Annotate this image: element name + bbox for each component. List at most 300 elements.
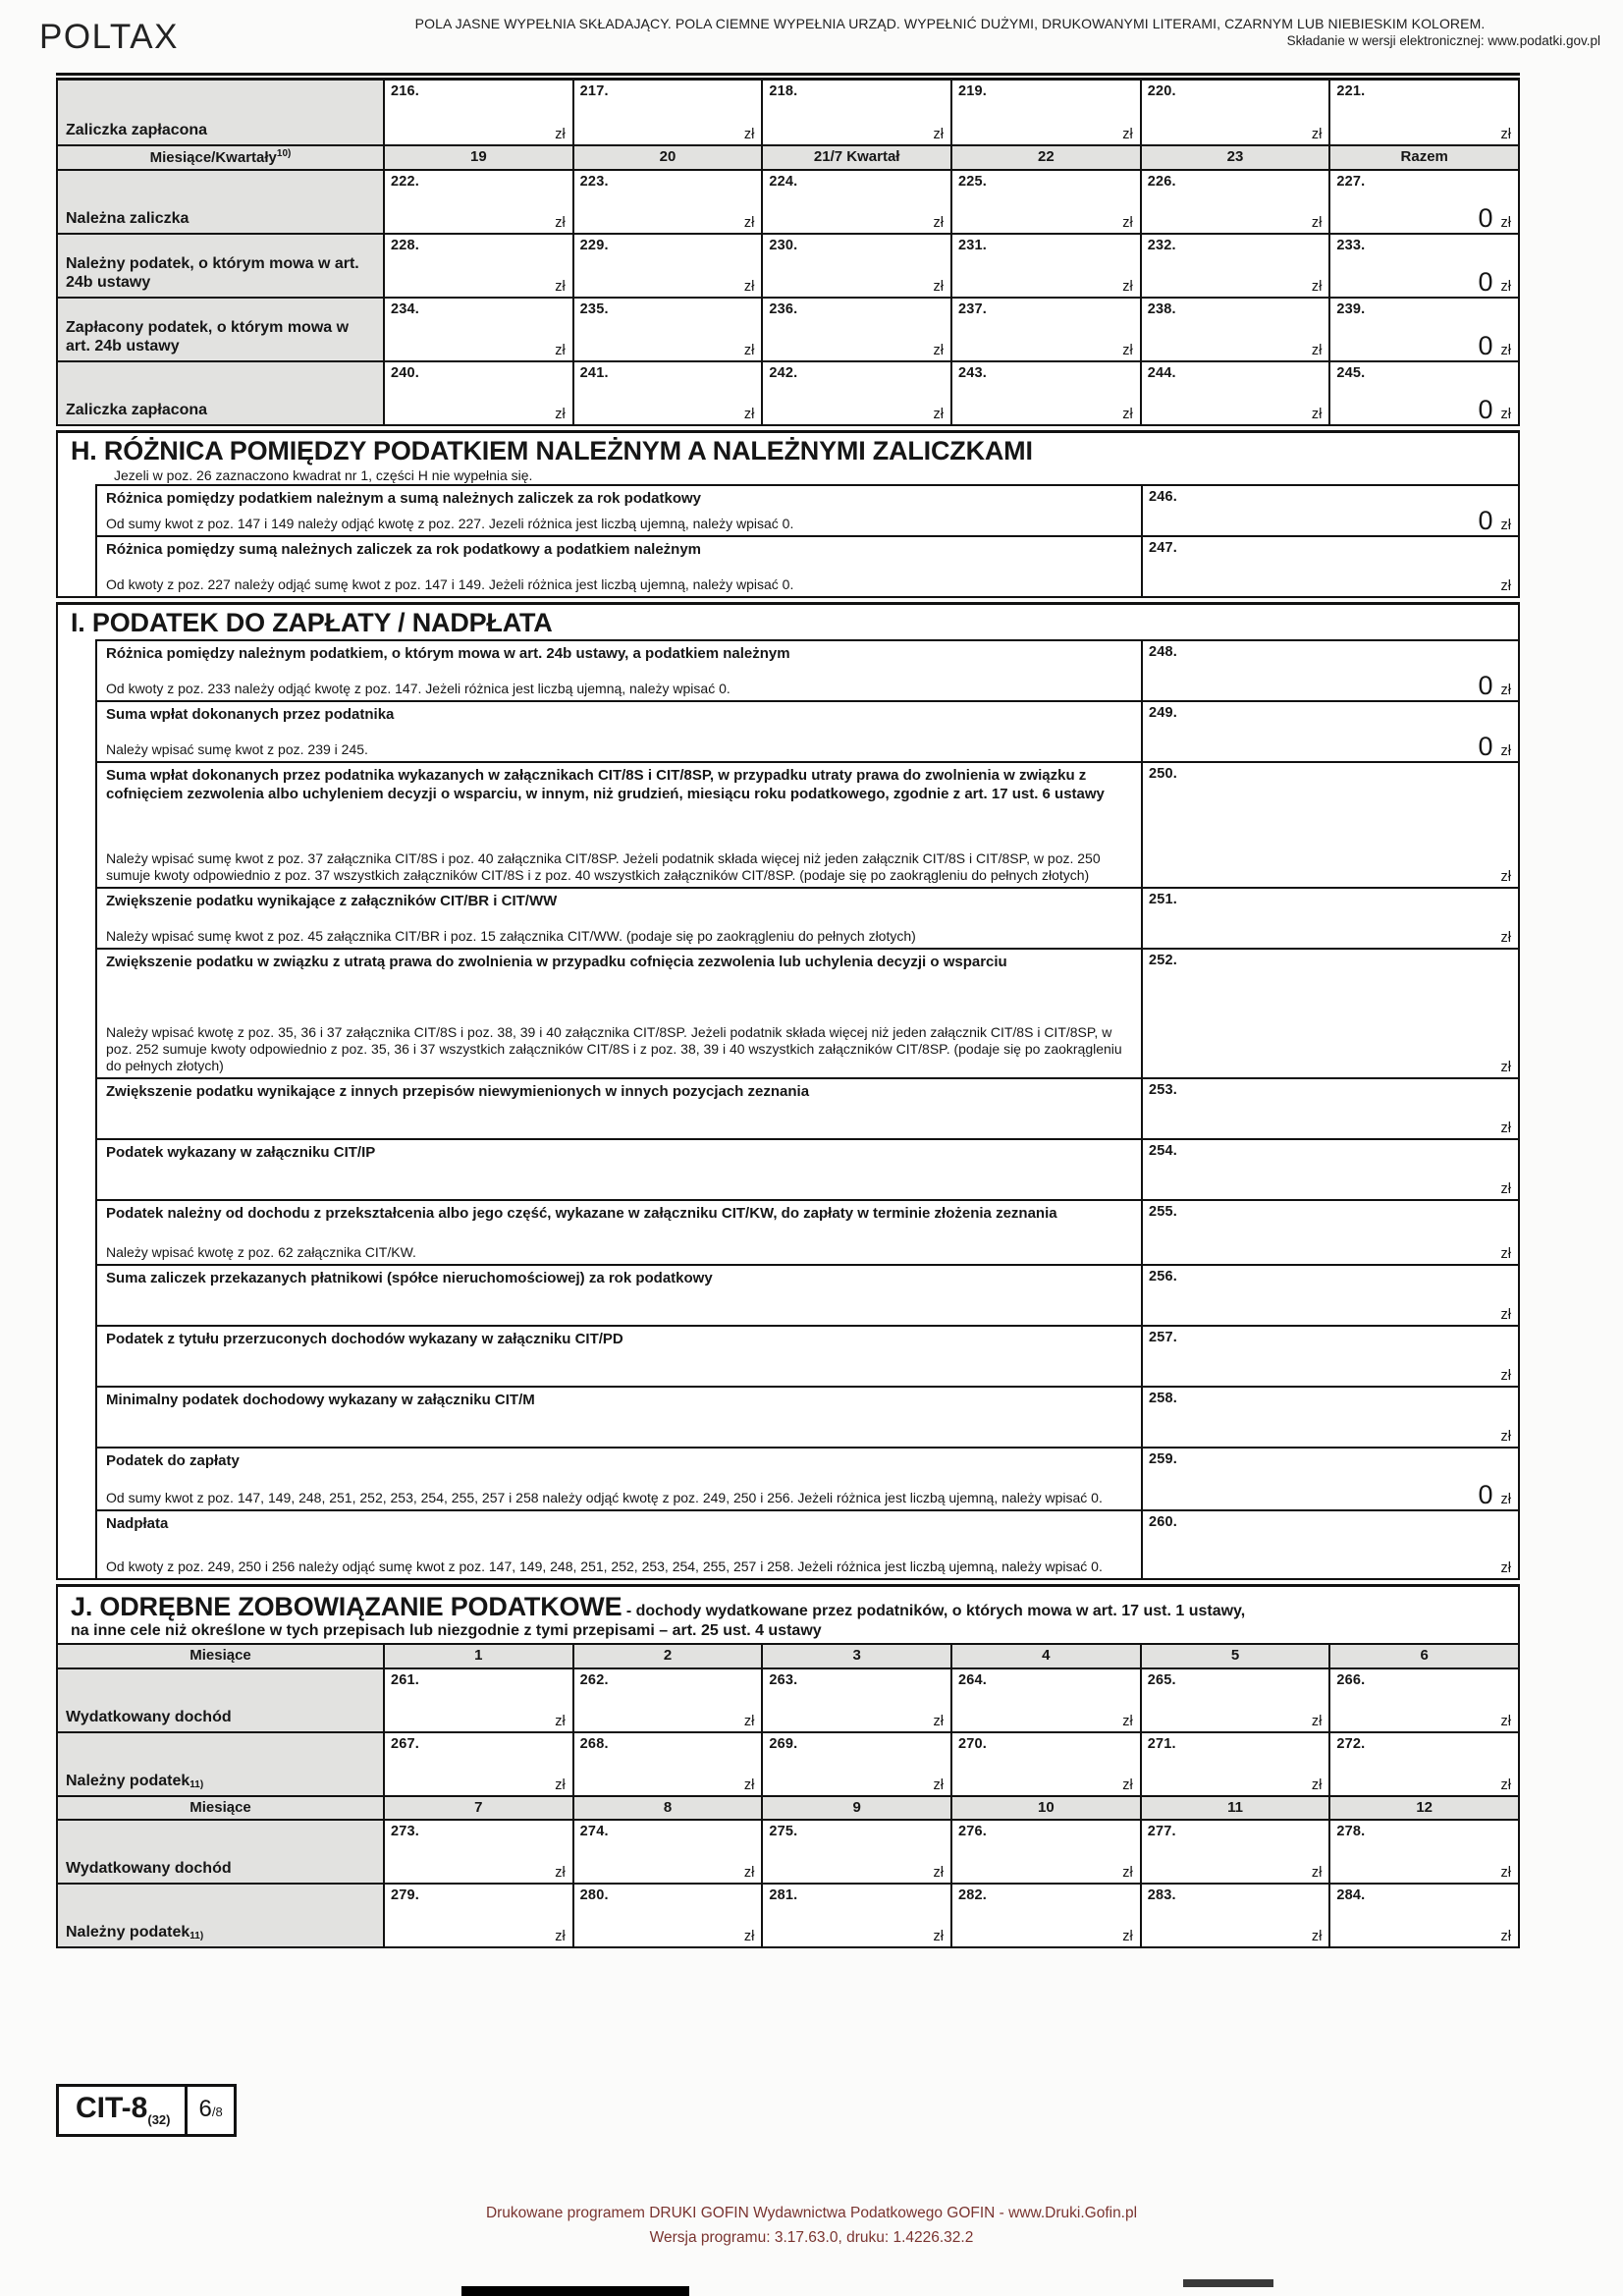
field-247-input[interactable] bbox=[1141, 537, 1518, 596]
amount-value: 0 bbox=[1478, 267, 1493, 298]
currency-label: zł bbox=[933, 1713, 945, 1729]
section-h-title: H. RÓŻNICA POMIĘDZY PODATKIEM NALEŻNYM A NALEŻNYMI ZALICZKAMI bbox=[71, 436, 1033, 465]
currency-label: zł bbox=[1500, 1306, 1511, 1323]
amount-value: 0 bbox=[1478, 506, 1493, 536]
month-col-8: 8 bbox=[574, 1797, 764, 1819]
field-number: 262. bbox=[579, 1672, 609, 1688]
fill-instructions: POLA JASNE WYPEŁNIA SKŁADAJĄCY. POLA CIEMNE WYPEŁNIA URZĄD. WYPEŁNIĆ DUŻYMI, DRUKOWANYMI LITERAMI, CZARNYM LUB NIEBIESKIM KOLOREM. bbox=[414, 16, 1486, 31]
field-number: 279. bbox=[391, 1887, 420, 1903]
amount-value: 0 bbox=[1478, 1480, 1493, 1510]
form-row-257 bbox=[97, 1327, 1518, 1388]
table-row-nalezny-podatek-24b bbox=[58, 233, 1518, 297]
field-227-input[interactable] bbox=[1330, 171, 1518, 233]
field-228-input[interactable] bbox=[385, 235, 574, 297]
month-col-12: 12 bbox=[1416, 1799, 1434, 1816]
field-number: 250. bbox=[1149, 766, 1178, 782]
field-222-input[interactable] bbox=[385, 171, 574, 233]
scan-artifact bbox=[461, 2286, 689, 2296]
currency-label: zł bbox=[743, 1713, 755, 1729]
row-label: Zapłacony podatek, o którym mowa w art. 24b ustawy bbox=[58, 299, 385, 360]
currency-label: zł bbox=[1500, 406, 1512, 422]
field-value bbox=[1304, 1930, 1322, 1944]
currency-label: zł bbox=[555, 406, 566, 422]
row-title: Podatek należny od dochodu z przekształcenia albo jego część, wykazane w załączniku CIT/KW, do zapłaty w terminie złożenia zeznania bbox=[106, 1205, 1057, 1222]
advances-table bbox=[56, 78, 1520, 426]
field-230-input[interactable] bbox=[763, 235, 952, 297]
currency-label: zł bbox=[1122, 214, 1133, 231]
field-number: 271. bbox=[1147, 1736, 1176, 1752]
row-desc: Od kwoty z poz. 227 należy odjąć sumę kwot z poz. 147 i 149. Jeżeli różnica jest liczbą ujemną, należy wpisać 0. bbox=[106, 575, 794, 592]
row-label: Należna zaliczka bbox=[58, 171, 385, 233]
field-value bbox=[926, 344, 944, 358]
field-value bbox=[1493, 1561, 1511, 1576]
row-title: Zwiększenie podatku wynikające z innych przepisów niewymienionych w innych pozycjach zeznania bbox=[106, 1083, 810, 1100]
field-value bbox=[1493, 931, 1511, 946]
field-235-input[interactable] bbox=[574, 299, 764, 360]
currency-label: zł bbox=[1311, 1777, 1323, 1793]
row-desc: Należy wpisać sumę kwot z poz. 37 załącznika CIT/8S i poz. 40 załącznika CIT/8SP. Jeżeli podatnik składa więcej niż jeden załącznik CIT/8S i CIT/8SP, w poz. 250 sumuje kwoty odpowiednio z poz. 37 wszystkich załączników CIT/8S i z poz. 40 wszystkich załączników CIT/8SP. (podaje się po zaokrągleniu do pełnych złotych) bbox=[106, 849, 1101, 883]
field-number: 284. bbox=[1336, 1887, 1366, 1903]
currency-label: zł bbox=[1311, 278, 1323, 295]
currency-label: zł bbox=[1500, 517, 1511, 533]
field-234-input[interactable] bbox=[385, 299, 574, 360]
field-number: 219. bbox=[958, 83, 988, 99]
field-281-input[interactable] bbox=[763, 1885, 952, 1946]
field-239-input[interactable] bbox=[1330, 299, 1518, 360]
amount-value: 0 bbox=[1478, 331, 1493, 361]
field-value bbox=[1478, 732, 1511, 762]
currency-label: zł bbox=[1500, 1428, 1511, 1445]
field-value bbox=[1478, 1480, 1511, 1510]
form-row-247 bbox=[97, 537, 1518, 596]
form-row-251 bbox=[97, 889, 1518, 950]
field-number: 232. bbox=[1147, 238, 1176, 253]
currency-label: zł bbox=[1500, 1713, 1512, 1729]
field-256-input[interactable] bbox=[1141, 1266, 1518, 1325]
field-value bbox=[736, 1778, 754, 1793]
field-258-input[interactable] bbox=[1141, 1388, 1518, 1447]
currency-label: zł bbox=[933, 214, 945, 231]
field-269-input[interactable] bbox=[763, 1733, 952, 1795]
row-title: Suma zaliczek przekazanych płatnikowi (spółce nieruchomościowej) za rok podatkowy bbox=[106, 1270, 713, 1286]
field-217-input[interactable] bbox=[574, 81, 764, 144]
field-value bbox=[926, 128, 944, 142]
field-number: 269. bbox=[769, 1736, 798, 1752]
field-value bbox=[1114, 344, 1132, 358]
months-header-row-2 bbox=[58, 1795, 1518, 1819]
field-268-input[interactable] bbox=[574, 1733, 764, 1795]
currency-label: zł bbox=[1500, 1864, 1512, 1881]
row-title: Minimalny podatek dochodowy wykazany w załączniku CIT/M bbox=[106, 1392, 535, 1408]
field-number: 255. bbox=[1149, 1204, 1178, 1220]
currency-label: zł bbox=[933, 1928, 945, 1944]
amount-value: 0 bbox=[1478, 732, 1493, 762]
print-program-footer bbox=[0, 2202, 1623, 2251]
field-220-input[interactable] bbox=[1142, 81, 1331, 144]
section-h-subtitle: Jezeli w poz. 26 zaznaczono kwadrat nr 1, części H nie wypełnia się. bbox=[114, 467, 533, 483]
currency-label: zł bbox=[1311, 342, 1323, 358]
field-270-input[interactable] bbox=[952, 1733, 1142, 1795]
field-value bbox=[1304, 408, 1322, 422]
section-h bbox=[56, 430, 1520, 598]
field-238-input[interactable] bbox=[1142, 299, 1331, 360]
table-row-nalezny-podatek-1 bbox=[58, 1731, 1518, 1795]
e-filing-note: Składanie w wersji elektronicznej: www.podatki.gov.pl bbox=[1286, 33, 1600, 48]
field-243-input[interactable] bbox=[952, 362, 1142, 424]
field-value bbox=[926, 216, 944, 231]
page-number: 6 bbox=[198, 2096, 212, 2122]
form-row-248 bbox=[97, 641, 1518, 702]
field-value bbox=[1493, 1247, 1511, 1262]
row-label bbox=[97, 889, 1141, 948]
field-number: 241. bbox=[579, 365, 609, 381]
row-desc: Należy wpisać sumę kwot z poz. 239 i 245. bbox=[106, 740, 368, 757]
field-value bbox=[547, 280, 565, 295]
form-code-text: CIT-8 bbox=[76, 2092, 148, 2124]
field-232-input[interactable] bbox=[1142, 235, 1331, 297]
field-255-input[interactable] bbox=[1141, 1201, 1518, 1264]
field-value bbox=[1493, 1182, 1511, 1197]
field-263-input[interactable] bbox=[763, 1669, 952, 1731]
field-value bbox=[547, 216, 565, 231]
row-title: Suma wpłat dokonanych przez podatnika bbox=[106, 706, 395, 723]
section-j-description: - dochody wydatkowane przez podatników, o których mowa w art. 17 ust. 1 ustawy, bbox=[625, 1603, 1246, 1619]
currency-label: zł bbox=[1311, 1713, 1323, 1729]
field-226-input[interactable] bbox=[1142, 171, 1331, 233]
field-216-input[interactable] bbox=[385, 81, 574, 144]
currency-label: zł bbox=[555, 126, 566, 142]
field-265-input[interactable] bbox=[1142, 1669, 1331, 1731]
field-number: 226. bbox=[1147, 174, 1176, 190]
months-label-text: Miesiące/Kwartały bbox=[149, 149, 277, 166]
row-desc: Należy wpisać kwotę z poz. 62 załącznika CIT/KW. bbox=[106, 1243, 416, 1260]
row-title: Zwiększenie podatku wynikające z załączników CIT/BR i CIT/WW bbox=[106, 893, 558, 909]
field-number: 273. bbox=[391, 1824, 420, 1839]
field-number: 234. bbox=[391, 301, 420, 317]
field-229-input[interactable] bbox=[574, 235, 764, 297]
field-276-input[interactable] bbox=[952, 1821, 1142, 1883]
form-body bbox=[56, 73, 1520, 1948]
form-row-253 bbox=[97, 1079, 1518, 1140]
row-title: Różnica pomiędzy podatkiem należnym a sumą należnych zaliczek za rok podatkowy bbox=[106, 490, 702, 507]
field-273-input[interactable] bbox=[385, 1821, 574, 1883]
section-divider bbox=[56, 73, 1520, 76]
field-271-input[interactable] bbox=[1142, 1733, 1331, 1795]
currency-label: zł bbox=[1500, 342, 1512, 358]
section-h-rows bbox=[95, 484, 1518, 596]
scan-artifact bbox=[1183, 2279, 1273, 2287]
month-col-razem: Razem bbox=[1400, 148, 1448, 165]
field-224-input[interactable] bbox=[763, 171, 952, 233]
field-value bbox=[1493, 1369, 1511, 1384]
currency-label: zł bbox=[1500, 929, 1511, 946]
field-value bbox=[736, 280, 754, 295]
field-value bbox=[926, 1715, 944, 1729]
month-col-21: 21/7 Kwartał bbox=[763, 146, 952, 169]
currency-label: zł bbox=[1500, 1777, 1512, 1793]
currency-label: zł bbox=[1500, 1928, 1512, 1944]
row-label: Zaliczka zapłacona bbox=[58, 362, 385, 424]
field-value bbox=[547, 1930, 565, 1944]
table-row-zaliczka-zaplacona-240 bbox=[58, 360, 1518, 424]
currency-label: zł bbox=[555, 214, 566, 231]
field-261-input[interactable] bbox=[385, 1669, 574, 1731]
form-row-258 bbox=[97, 1388, 1518, 1449]
field-number: 240. bbox=[391, 365, 420, 381]
field-280-input[interactable] bbox=[574, 1885, 764, 1946]
section-i bbox=[56, 602, 1520, 1580]
field-number: 275. bbox=[769, 1824, 798, 1839]
currency-label: zł bbox=[743, 278, 755, 295]
section-j-title: J. ODRĘBNE ZOBOWIĄZANIE PODATKOWE bbox=[71, 1592, 622, 1621]
field-266-input[interactable] bbox=[1330, 1669, 1518, 1731]
field-value bbox=[926, 1778, 944, 1793]
field-242-input[interactable] bbox=[763, 362, 952, 424]
field-264-input[interactable] bbox=[952, 1669, 1142, 1731]
month-col-6: 6 bbox=[1420, 1647, 1429, 1664]
field-249-input[interactable] bbox=[1141, 702, 1518, 761]
field-value bbox=[1478, 395, 1512, 425]
table-row-nalezna-zaliczka bbox=[58, 169, 1518, 233]
field-277-input[interactable] bbox=[1142, 1821, 1331, 1883]
field-267-input[interactable] bbox=[385, 1733, 574, 1795]
row-title: Różnica pomiędzy sumą należnych zaliczek za rok podatkowy a podatkiem należnym bbox=[106, 541, 702, 558]
row-label bbox=[97, 950, 1141, 1077]
table-row-nalezny-podatek-2 bbox=[58, 1883, 1518, 1946]
field-236-input[interactable] bbox=[763, 299, 952, 360]
field-number: 228. bbox=[391, 238, 420, 253]
field-282-input[interactable] bbox=[952, 1885, 1142, 1946]
field-231-input[interactable] bbox=[952, 235, 1142, 297]
field-number: 217. bbox=[579, 83, 609, 99]
month-col-9: 9 bbox=[763, 1797, 952, 1819]
months-header-row bbox=[58, 144, 1518, 169]
row-title: Podatek wykazany w załączniku CIT/IP bbox=[106, 1144, 376, 1161]
field-number: 246. bbox=[1149, 489, 1178, 505]
field-250-input[interactable] bbox=[1141, 763, 1518, 887]
currency-label: zł bbox=[933, 126, 945, 142]
row-label bbox=[97, 486, 1141, 535]
row-title: Różnica pomiędzy należnym podatkiem, o którym mowa w art. 24b ustawy, a podatkiem należnym bbox=[106, 645, 790, 662]
row-label-text: Wydatkowany dochód bbox=[66, 1708, 232, 1725]
field-number: 260. bbox=[1149, 1514, 1178, 1530]
field-value bbox=[1478, 671, 1511, 701]
field-279-input[interactable] bbox=[385, 1885, 574, 1946]
currency-label: zł bbox=[1500, 868, 1511, 885]
currency-label: zł bbox=[1311, 214, 1323, 231]
field-number: 263. bbox=[769, 1672, 798, 1688]
section-j-title-line bbox=[58, 1587, 1518, 1622]
field-value bbox=[926, 408, 944, 422]
table-row-zaplacony-podatek-24b bbox=[58, 297, 1518, 360]
field-283-input[interactable] bbox=[1142, 1885, 1331, 1946]
field-221-input[interactable] bbox=[1330, 81, 1518, 144]
currency-label: zł bbox=[555, 342, 566, 358]
row-desc: Od sumy kwot z poz. 147 i 149 należy odjąć kwotę z poz. 227. Jezeli różnica jest liczbą ujemną, należy wpisać 0. bbox=[106, 515, 794, 531]
field-225-input[interactable] bbox=[952, 171, 1142, 233]
field-number: 268. bbox=[579, 1736, 609, 1752]
form-version: (32) bbox=[147, 2112, 171, 2127]
field-275-input[interactable] bbox=[763, 1821, 952, 1883]
field-value bbox=[1478, 506, 1511, 536]
row-title: Suma wpłat dokonanych przez podatnika wykazanych w załącznikach CIT/8S i CIT/8SP, w przypadku utraty prawa do zwolnienia w związku z cofnięciem zezwolenia albo uchyleniem decyzji o wsparciu, w innym, niż grudzień, miesiącu roku podatkowego, zgodnie z art. 17 ust. 6 ustawy bbox=[106, 767, 1105, 802]
field-number: 230. bbox=[769, 238, 798, 253]
row-label bbox=[58, 1669, 385, 1731]
currency-label: zł bbox=[1122, 1713, 1133, 1729]
row-title: Podatek z tytułu przerzuconych dochodów wykazany w załączniku CIT/PD bbox=[106, 1331, 623, 1347]
section-i-rows bbox=[95, 639, 1518, 1578]
currency-label: zł bbox=[1500, 1120, 1511, 1136]
field-274-input[interactable] bbox=[574, 1821, 764, 1883]
field-number: 238. bbox=[1147, 301, 1176, 317]
field-240-input[interactable] bbox=[385, 362, 574, 424]
field-254-input[interactable] bbox=[1141, 1140, 1518, 1199]
field-number: 259. bbox=[1149, 1451, 1178, 1467]
currency-label: zł bbox=[1500, 1245, 1511, 1262]
field-value bbox=[1114, 408, 1132, 422]
field-233-input[interactable] bbox=[1330, 235, 1518, 297]
table-row-wydatkowany-dochod-1 bbox=[58, 1667, 1518, 1731]
row-label: Zaliczka zapłacona bbox=[58, 81, 385, 144]
currency-label: zł bbox=[555, 1777, 566, 1793]
print-program-line1: Drukowane programem DRUKI GOFIN Wydawnictwa Podatkowego GOFIN - www.Druki.Gofin.pl bbox=[485, 2205, 1138, 2221]
field-number: 249. bbox=[1149, 705, 1178, 721]
currency-label: zł bbox=[1122, 342, 1133, 358]
field-value bbox=[1493, 1121, 1511, 1136]
field-number: 280. bbox=[579, 1887, 609, 1903]
field-number: 277. bbox=[1147, 1824, 1176, 1839]
footnote-marker: 11) bbox=[189, 1930, 204, 1941]
field-value bbox=[1493, 870, 1511, 885]
field-number: 281. bbox=[769, 1887, 798, 1903]
field-value bbox=[1493, 1715, 1511, 1729]
currency-label: zł bbox=[1311, 1864, 1323, 1881]
currency-label: zł bbox=[1122, 1777, 1133, 1793]
field-number: 236. bbox=[769, 301, 798, 317]
form-row-246 bbox=[97, 486, 1518, 537]
currency-label: zł bbox=[933, 1864, 945, 1881]
field-value bbox=[1114, 128, 1132, 142]
field-number: 229. bbox=[579, 238, 609, 253]
month-col-19: 19 bbox=[385, 146, 574, 169]
field-value bbox=[1304, 344, 1322, 358]
field-257-input[interactable] bbox=[1141, 1327, 1518, 1386]
row-desc: Należy wpisać kwotę z poz. 35, 36 i 37 załącznika CIT/8S i poz. 38, 39 i 40 załącznika CIT/8SP. Jeżeli podatnik składa więcej niż jeden załącznik CIT/8S i CIT/8SP, w poz. 252 sumuje kwoty odpowiednio z poz. 35, 36 i 37 wszystkich załączników CIT/8S i z poz. 38, 39 i 40 wszystkich załączników CIT/8SP. (podaje się po zaokrągleniu do pełnych złotych) bbox=[106, 1023, 1122, 1073]
month-col-4: 4 bbox=[952, 1645, 1142, 1667]
currency-label: zł bbox=[1311, 1928, 1323, 1944]
months-header-label: Miesiące bbox=[58, 1797, 385, 1819]
field-value bbox=[1304, 1715, 1322, 1729]
field-number: 266. bbox=[1336, 1672, 1366, 1688]
field-number: 218. bbox=[769, 83, 798, 99]
currency-label: zł bbox=[1500, 1491, 1511, 1507]
currency-label: zł bbox=[1122, 1864, 1133, 1881]
field-value bbox=[1304, 1866, 1322, 1881]
months-header-label: Miesiące bbox=[58, 1645, 385, 1667]
field-value bbox=[1493, 1430, 1511, 1445]
month-col-23: 23 bbox=[1142, 146, 1331, 169]
currency-label: zł bbox=[1122, 126, 1133, 142]
field-value bbox=[736, 216, 754, 231]
field-278-input[interactable] bbox=[1330, 1821, 1518, 1883]
row-label bbox=[97, 1449, 1141, 1509]
row-desc: Od kwoty z poz. 233 należy odjąć kwotę z poz. 147. Jeżeli różnica jest liczbą ujemną, należy wpisać 0. bbox=[106, 680, 730, 696]
row-label bbox=[97, 1201, 1141, 1264]
field-number: 247. bbox=[1149, 540, 1178, 556]
field-284-input[interactable] bbox=[1330, 1885, 1518, 1946]
field-245-input[interactable] bbox=[1330, 362, 1518, 424]
currency-label: zł bbox=[933, 342, 945, 358]
field-244-input[interactable] bbox=[1142, 362, 1331, 424]
field-246-input[interactable] bbox=[1141, 486, 1518, 535]
field-241-input[interactable] bbox=[574, 362, 764, 424]
print-program-line2: Wersja programu: 3.17.63.0, druku: 1.4226.32.2 bbox=[649, 2228, 974, 2246]
field-value bbox=[1304, 280, 1322, 295]
currency-label: zł bbox=[743, 1864, 755, 1881]
table-row-zaliczka-zaplacona-216 bbox=[58, 81, 1518, 144]
field-value bbox=[1493, 1866, 1511, 1881]
currency-label: zł bbox=[1500, 1559, 1511, 1576]
field-number: 256. bbox=[1149, 1269, 1178, 1285]
currency-label: zł bbox=[1122, 406, 1133, 422]
row-label-text: Wydatkowany dochód bbox=[66, 1859, 232, 1877]
field-value bbox=[1114, 216, 1132, 231]
currency-label: zł bbox=[743, 406, 755, 422]
field-260-input[interactable] bbox=[1141, 1511, 1518, 1578]
field-223-input[interactable] bbox=[574, 171, 764, 233]
month-col-7: 7 bbox=[385, 1797, 574, 1819]
field-value bbox=[1478, 203, 1512, 234]
row-title: Podatek do zapłaty bbox=[106, 1452, 240, 1469]
currency-label: zł bbox=[1500, 214, 1512, 231]
field-number: 244. bbox=[1147, 365, 1176, 381]
field-value bbox=[547, 408, 565, 422]
field-number: 283. bbox=[1147, 1887, 1176, 1903]
field-253-input[interactable] bbox=[1141, 1079, 1518, 1138]
field-number: 225. bbox=[958, 174, 988, 190]
currency-label: zł bbox=[1500, 1059, 1511, 1075]
field-219-input[interactable] bbox=[952, 81, 1142, 144]
amount-value: 0 bbox=[1478, 203, 1493, 234]
row-label bbox=[97, 641, 1141, 700]
currency-label: zł bbox=[1122, 1928, 1133, 1944]
field-218-input[interactable] bbox=[763, 81, 952, 144]
row-desc: Należy wpisać sumę kwot z poz. 45 załącznika CIT/BR i poz. 15 załącznika CIT/WW. (podaje się po zaokrągleniu do pełnych złotych) bbox=[106, 927, 916, 944]
currency-label: zł bbox=[1500, 1367, 1511, 1384]
row-label bbox=[97, 1511, 1141, 1578]
field-237-input[interactable] bbox=[952, 299, 1142, 360]
field-251-input[interactable] bbox=[1141, 889, 1518, 948]
months-header-label bbox=[58, 146, 385, 169]
currency-label: zł bbox=[743, 1777, 755, 1793]
field-272-input[interactable] bbox=[1330, 1733, 1518, 1795]
field-value bbox=[1304, 1778, 1322, 1793]
field-value bbox=[926, 1866, 944, 1881]
field-value bbox=[547, 1715, 565, 1729]
field-252-input[interactable] bbox=[1141, 950, 1518, 1077]
field-number: 254. bbox=[1149, 1143, 1178, 1159]
field-262-input[interactable] bbox=[574, 1669, 764, 1731]
row-label bbox=[97, 702, 1141, 761]
month-col-5: 5 bbox=[1142, 1645, 1331, 1667]
field-259-input[interactable] bbox=[1141, 1449, 1518, 1509]
currency-label: zł bbox=[555, 1713, 566, 1729]
field-value bbox=[1493, 1778, 1511, 1793]
field-number: 278. bbox=[1336, 1824, 1366, 1839]
field-248-input[interactable] bbox=[1141, 641, 1518, 700]
field-value bbox=[547, 1778, 565, 1793]
row-label bbox=[97, 1079, 1141, 1138]
